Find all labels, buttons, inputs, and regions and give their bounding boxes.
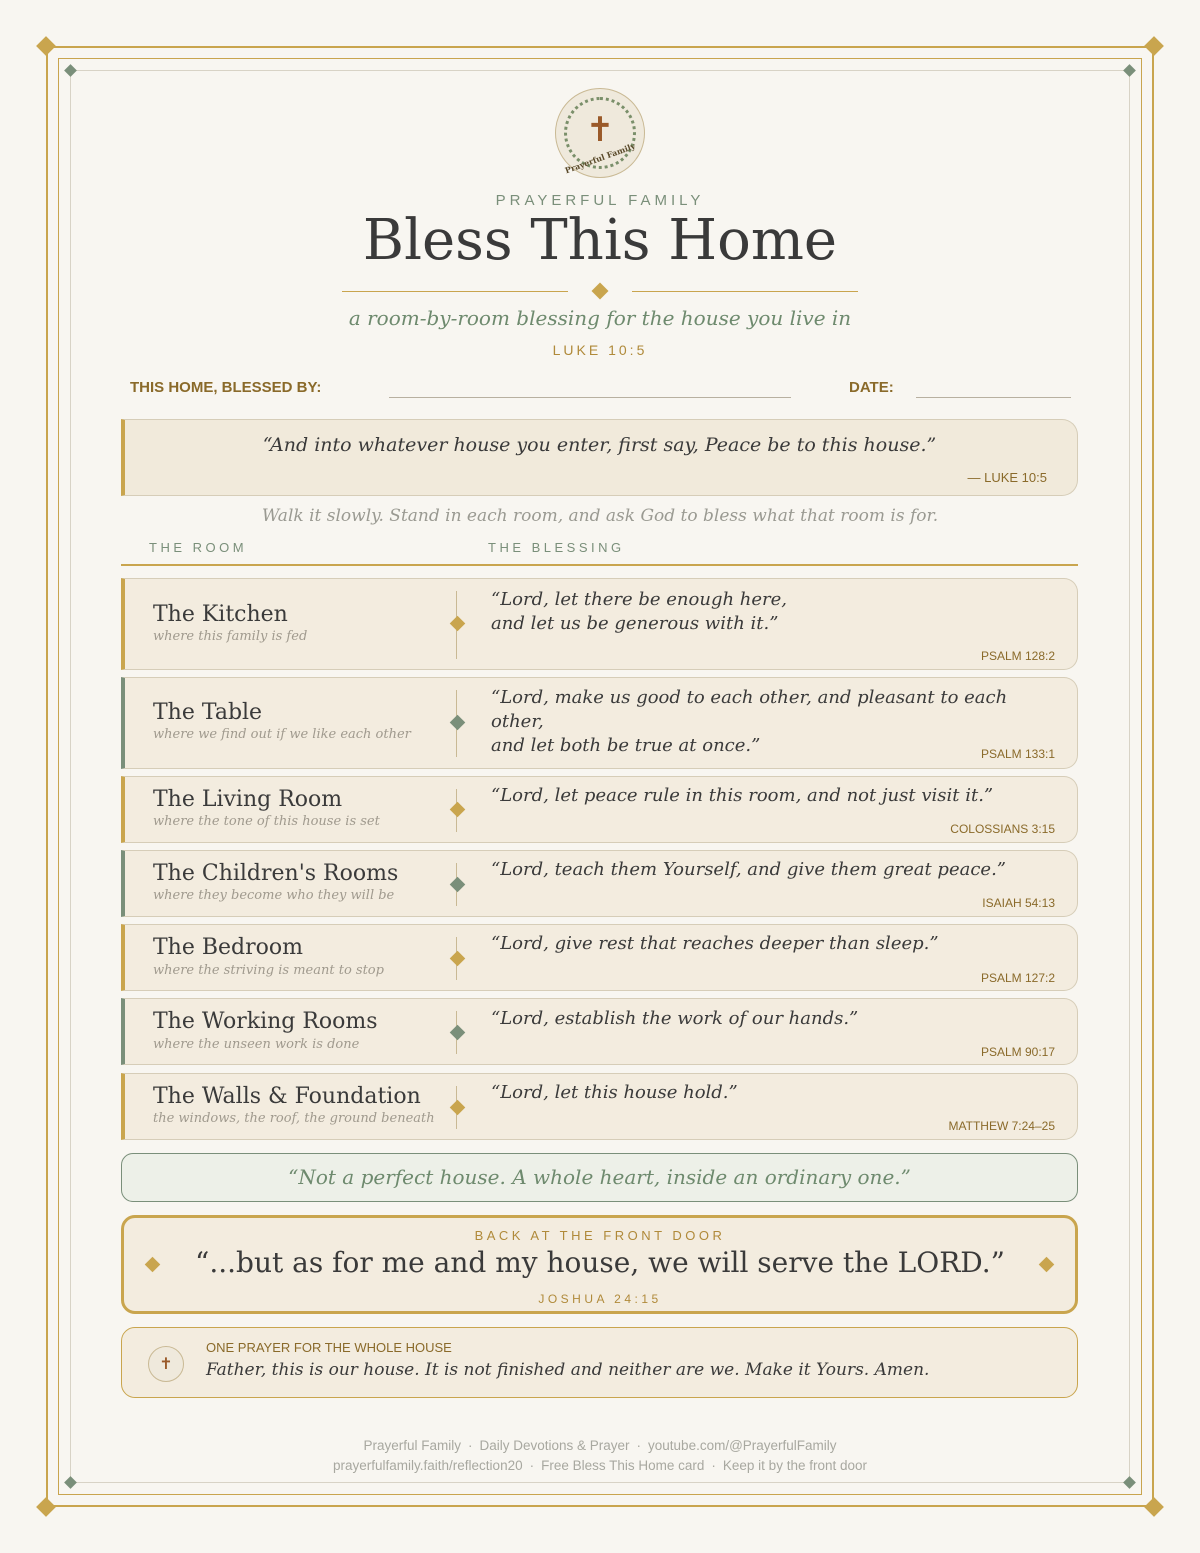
blessed-by-label: THIS HOME, BLESSED BY: — [130, 379, 322, 396]
room-name: The Children's Rooms — [153, 861, 399, 886]
title-rule-right — [632, 291, 858, 292]
column-header-room: THE ROOM — [149, 540, 248, 555]
title-rule-left — [342, 291, 568, 292]
room-scripture-ref: MATTHEW 7:24–25 — [948, 1119, 1055, 1133]
room-blessing: “Lord, give rest that reaches deeper than sleep.” — [491, 933, 939, 954]
room-blessing: “Lord, let there be enough here, and let us be generous with it.” — [491, 589, 788, 634]
date-field[interactable] — [916, 397, 1071, 398]
room-description: where we find out if we like each other — [153, 727, 411, 742]
room-scripture-ref: COLOSSIANS 3:15 — [950, 822, 1055, 836]
logo-text: Prayerful Family — [563, 140, 637, 176]
opening-verse-ref: — LUKE 10:5 — [967, 470, 1047, 485]
room-blessing: “Lord, teach them Yourself, and give them great peace.” — [491, 859, 1006, 880]
room-scripture-ref: PSALM 90:17 — [980, 1045, 1055, 1059]
brand-logo — [555, 88, 645, 178]
room-blessing: “Lord, establish the work of our hands.” — [491, 1008, 859, 1029]
room-scripture-ref: ISAIAH 54:13 — [982, 896, 1055, 910]
footer-keep-note: Keep it by the front door — [722, 1458, 867, 1473]
closing-quote: “Not a perfect house. A whole heart, inside an ordinary one.” — [121, 1153, 1078, 1202]
footer-tagline: Daily Devotions & Prayer — [479, 1438, 630, 1453]
blessed-by-field[interactable] — [389, 397, 791, 398]
diamond-icon — [450, 951, 466, 967]
room-row — [121, 850, 1078, 917]
footer-brand: Prayerful Family — [363, 1438, 461, 1453]
subtitle-reference: LUKE 10:5 — [552, 342, 648, 358]
room-blessing: “Lord, make us good to each other, and pleasant to each other, and let both be true at once.” — [491, 687, 1008, 756]
opening-verse-text: “And into whatever house you enter, first say, Peace be to this house.” — [262, 434, 937, 456]
room-name: The Living Room — [153, 787, 343, 812]
column-header-rule — [121, 564, 1078, 566]
diamond-icon — [450, 715, 466, 731]
front-door-quote: “...but as for me and my house, we will serve the LORD.” — [195, 1246, 1005, 1279]
footer-card-note: Free Bless This Home card — [541, 1458, 705, 1473]
room-row — [121, 578, 1078, 670]
brand-name: PRAYERFUL FAMILY — [495, 192, 705, 209]
column-header-blessing: THE BLESSING — [488, 540, 625, 555]
diamond-icon — [450, 802, 466, 818]
room-row — [121, 924, 1078, 991]
footer-line-2: prayerfulfamily.faith/reflection20 · Free Bless This Home card · Keep it by the front door — [333, 1458, 867, 1473]
room-description: where they become who they will be — [153, 888, 395, 903]
instruction-text: Walk it slowly. Stand in each room, and ask God to bless what that room is for. — [261, 506, 939, 526]
prayer-label: ONE PRAYER FOR THE WHOLE HOUSE — [206, 1340, 452, 1355]
cross-icon: ✝ — [585, 110, 615, 150]
room-row — [121, 998, 1078, 1065]
room-name: The Bedroom — [153, 935, 303, 960]
room-description: where the striving is meant to stop — [153, 963, 384, 978]
diamond-icon — [450, 616, 466, 632]
diamond-icon — [450, 877, 466, 893]
room-scripture-ref: PSALM 133:1 — [980, 747, 1055, 761]
room-name: The Walls & Foundation — [153, 1084, 421, 1109]
room-description: the windows, the roof, the ground beneath — [153, 1111, 435, 1126]
footer-website-link[interactable]: prayerfulfamily.faith/reflection20 — [333, 1458, 523, 1473]
room-blessing: “Lord, let peace rule in this room, and not just visit it.” — [491, 785, 994, 806]
footer-line-1: Prayerful Family · Daily Devotions & Prayer · youtube.com/@PrayerfulFamily — [363, 1438, 837, 1453]
room-name: The Working Rooms — [153, 1009, 378, 1034]
prayer-text: Father, this is our house. It is not finished and neither are we. Make it Yours. Amen. — [206, 1360, 930, 1380]
cross-icon: ✝ — [148, 1346, 184, 1382]
room-scripture-ref: PSALM 127:2 — [980, 971, 1055, 985]
room-row — [121, 776, 1078, 843]
date-label: DATE: — [849, 379, 894, 396]
diamond-icon — [450, 1025, 466, 1041]
front-door-label: BACK AT THE FRONT DOOR — [474, 1228, 726, 1243]
footer-youtube-link[interactable]: youtube.com/@PrayerfulFamily — [648, 1438, 837, 1453]
page-subtitle: a room-by-room blessing for the house you live in — [348, 306, 852, 330]
opening-verse-box — [121, 419, 1078, 496]
room-description: where this family is fed — [153, 629, 308, 644]
front-door-ref: JOSHUA 24:15 — [538, 1292, 662, 1306]
room-blessing: “Lord, let this house hold.” — [491, 1082, 738, 1103]
diamond-icon — [450, 1100, 466, 1116]
room-description: where the tone of this house is set — [153, 814, 380, 829]
room-row — [121, 1073, 1078, 1140]
page-title: Bless This Home — [362, 208, 838, 273]
room-description: where the unseen work is done — [153, 1037, 360, 1052]
room-row — [121, 677, 1078, 769]
room-name: The Table — [153, 700, 263, 725]
room-scripture-ref: PSALM 128:2 — [980, 649, 1055, 663]
room-name: The Kitchen — [153, 602, 288, 627]
